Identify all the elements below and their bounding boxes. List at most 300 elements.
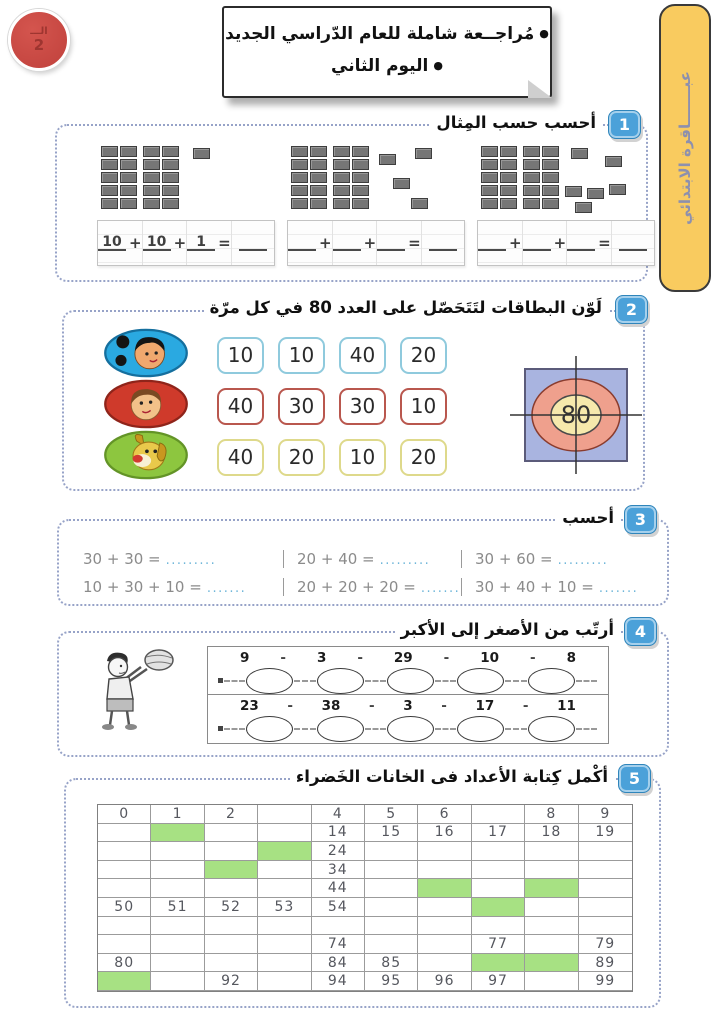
grid-cell-r6c2 (205, 917, 258, 936)
given-number: 3 (403, 698, 413, 714)
given-number: 9 (240, 650, 250, 666)
grid-cell-r2c8 (525, 842, 578, 861)
unit-square (291, 159, 308, 170)
dashed-link (294, 680, 315, 682)
ones-area (565, 146, 637, 210)
header-subtitle: اليوم الثاني (331, 56, 429, 76)
answer-chain (208, 666, 608, 695)
separator: - (280, 650, 286, 666)
answer-dots[interactable]: ......... (557, 553, 609, 568)
grid-cell-r3c5 (365, 861, 418, 880)
grid-cell-r5c5 (365, 898, 418, 917)
dashed-link (576, 680, 597, 682)
unit-square (120, 146, 137, 157)
hundred-chart (97, 804, 633, 992)
unit-square (120, 159, 137, 170)
side-tab-label: عبـــــــاقرة الابتدائي (676, 71, 694, 225)
unit-square (101, 146, 118, 157)
grid-cell-r4c8[interactable] (525, 879, 578, 898)
section-4-badge: 4 (624, 617, 657, 646)
grid-cell-r4c7 (472, 879, 525, 898)
card-set (217, 388, 447, 425)
answer-line[interactable] (377, 235, 405, 251)
number-card[interactable]: 20 (278, 439, 325, 476)
unit-square (571, 148, 588, 159)
operator: + (319, 234, 332, 252)
grid-cell-r0c1: 1 (151, 805, 204, 824)
unit-square (143, 185, 160, 196)
section-1-box (55, 124, 648, 282)
section-3-badge: 3 (624, 505, 657, 534)
answer-line[interactable] (619, 235, 647, 251)
given-number: 8 (566, 650, 576, 666)
unit-square (481, 146, 498, 157)
unit-square (481, 159, 498, 170)
unit-square (500, 159, 517, 170)
section-3-title: أحسب (556, 508, 620, 527)
section-4-box (57, 631, 669, 757)
number-card[interactable]: 10 (217, 337, 264, 374)
unit-square (542, 146, 559, 157)
grid-cell-r1c2 (205, 824, 258, 843)
given-number: 3 (316, 650, 327, 666)
chain-start-icon (218, 678, 223, 683)
answer-oval[interactable] (387, 668, 434, 694)
dashed-link (435, 728, 456, 730)
equation-text: 10 + 30 + 10 = (83, 578, 202, 596)
grid-cell-r6c9 (579, 917, 632, 936)
grid-cell-r6c1 (151, 917, 204, 936)
unit-square (310, 185, 327, 196)
grid-cell-r7c4: 74 (312, 935, 365, 954)
grid-cell-r7c8 (525, 935, 578, 954)
answer-oval[interactable] (457, 716, 504, 742)
answer-oval[interactable] (387, 716, 434, 742)
grid-cell-r0c4: 4 (312, 805, 365, 824)
ten-block (143, 146, 179, 212)
unit-square (333, 159, 350, 170)
grid-cell-r8c8[interactable] (525, 954, 578, 973)
grid-cell-r2c4: 24 (312, 842, 365, 861)
grid-cell-r2c7 (472, 842, 525, 861)
target-value: 80 (560, 401, 592, 429)
number-card[interactable]: 30 (278, 388, 325, 425)
equation-slot[interactable] (522, 221, 567, 265)
grid-cell-r8c1 (151, 954, 204, 973)
section-3-box (57, 519, 669, 606)
number-card[interactable]: 10 (278, 337, 325, 374)
section-4-title: أرتّب من الأصغر إلى الأكبر (395, 620, 620, 639)
grid-cell-r4c2 (205, 879, 258, 898)
given-number: 11 (557, 698, 576, 714)
side-tab (659, 4, 711, 292)
unit-square (143, 159, 160, 170)
blocks-area (477, 146, 655, 212)
unit-square (162, 198, 179, 209)
unit-square (523, 185, 540, 196)
grid-cell-r5c3: 53 (258, 898, 311, 917)
unit-square (415, 148, 432, 159)
unit-square (565, 186, 582, 197)
grid-cell-r8c4: 84 (312, 954, 365, 973)
grid-cell-r0c9: 9 (579, 805, 632, 824)
equation-slot[interactable] (332, 221, 377, 265)
grid-cell-r1c7: 17 (472, 824, 525, 843)
dashed-link (576, 728, 597, 730)
header-line-2 (224, 53, 550, 79)
answer-line[interactable] (333, 235, 361, 251)
answer-oval[interactable] (246, 716, 293, 742)
grid-cell-r8c7[interactable] (472, 954, 525, 973)
number-card[interactable]: 20 (400, 439, 447, 476)
ten-block (481, 146, 517, 212)
grid-cell-r7c9: 79 (579, 935, 632, 954)
equation-text: 30 + 30 = (83, 550, 161, 568)
grid-cell-r9c3 (258, 972, 311, 991)
answer-chain (208, 714, 608, 743)
grid-cell-r5c1: 51 (151, 898, 204, 917)
given-number: 23 (240, 698, 259, 714)
unit-square (609, 184, 626, 195)
grid-cell-r3c2[interactable] (205, 861, 258, 880)
unit-square (500, 198, 517, 209)
grid-cell-r4c9 (579, 879, 632, 898)
unit-square (352, 146, 369, 157)
unit-square (500, 185, 517, 196)
target-80-graphic (510, 356, 642, 478)
header-title: مُراجــعة شاملة للعام الدّراسي الجديد (225, 24, 535, 44)
equations (83, 545, 663, 601)
grid-cell-r8c0: 80 (98, 954, 151, 973)
grid-cell-r1c9: 19 (579, 824, 632, 843)
unit-square (310, 159, 327, 170)
number-card[interactable]: 20 (400, 337, 447, 374)
equation-cell (461, 578, 661, 596)
answer-oval[interactable] (317, 668, 364, 694)
operator: = (218, 234, 231, 252)
answer-line[interactable] (239, 235, 267, 251)
section-5-badge: 5 (618, 764, 651, 793)
section-5-box (64, 778, 661, 1008)
grid-cell-r4c0 (98, 879, 151, 898)
equation-slot[interactable] (376, 221, 421, 265)
card-set (217, 337, 447, 374)
grid-cell-r2c6 (418, 842, 471, 861)
unit-square (310, 172, 327, 183)
separator: - (530, 650, 536, 666)
equation-text: 30 + 40 + 10 = (475, 578, 594, 596)
operator: + (509, 234, 522, 252)
child-illustration (67, 647, 192, 735)
equation-strip (97, 220, 275, 266)
unit-square (542, 198, 559, 209)
unit-square (523, 172, 540, 183)
operator: + (173, 234, 187, 252)
grid-cell-r6c3 (258, 917, 311, 936)
grid-cell-r2c3[interactable] (258, 842, 311, 861)
girl-avatar (102, 328, 190, 382)
given-number: 17 (475, 698, 495, 714)
grid-cell-r3c7 (472, 861, 525, 880)
unit-square (101, 159, 118, 170)
grid-cell-r1c8: 18 (525, 824, 578, 843)
grid-cell-r3c6 (418, 861, 471, 880)
unit-square (101, 172, 118, 183)
operator: = (408, 234, 421, 252)
separator: - (369, 698, 375, 714)
grid-cell-r9c0[interactable] (98, 972, 151, 991)
card-set (217, 439, 447, 476)
equation-slot[interactable] (231, 221, 274, 265)
unit-square (291, 185, 308, 196)
answer-line[interactable] (567, 235, 595, 251)
operator: + (129, 234, 142, 252)
number-card[interactable]: 40 (217, 439, 264, 476)
unit-square (143, 146, 160, 157)
numbers-line (240, 698, 576, 714)
grid-cell-r1c4: 14 (312, 824, 365, 843)
answer-dots[interactable]: ......... (165, 553, 217, 568)
page-number-badge (8, 9, 70, 71)
bullet-icon: ● (433, 59, 443, 72)
answer-dots[interactable]: ....... (420, 581, 461, 596)
grid-cell-r0c0: 0 (98, 805, 151, 824)
grid-cell-r7c2 (205, 935, 258, 954)
header-line-1 (224, 21, 550, 47)
grid-cell-r5c0: 50 (98, 898, 151, 917)
unit-square (500, 146, 517, 157)
grid-cell-r3c8 (525, 861, 578, 880)
answer-oval[interactable] (528, 716, 575, 742)
unit-square (575, 202, 592, 213)
equation-strip (477, 220, 655, 266)
grid-cell-r4c6[interactable] (418, 879, 471, 898)
equation-slot[interactable] (288, 221, 332, 265)
equation-cell (83, 550, 283, 568)
answer-oval[interactable] (317, 716, 364, 742)
grid-cell-r7c0 (98, 935, 151, 954)
answer-line[interactable] (478, 235, 506, 251)
page-badge-number: 2 (33, 36, 45, 54)
answer-dots[interactable]: ....... (598, 581, 639, 596)
grid-cell-r3c3 (258, 861, 311, 880)
unit-square (481, 198, 498, 209)
ten-block (523, 146, 559, 212)
dashed-link (294, 728, 315, 730)
grid-cell-r5c9 (579, 898, 632, 917)
grid-cell-r7c5 (365, 935, 418, 954)
page-fold-icon (528, 80, 552, 98)
equation-row (83, 545, 663, 573)
dashed-link (505, 728, 526, 730)
unit-square (291, 146, 308, 157)
bullet-icon: ● (539, 27, 549, 40)
grid-cell-r4c3 (258, 879, 311, 898)
grid-cell-r3c1 (151, 861, 204, 880)
unit-square (120, 185, 137, 196)
separator: - (287, 698, 294, 714)
unit-square (393, 178, 410, 189)
unit-square (120, 172, 137, 183)
grid-cell-r9c9: 99 (579, 972, 632, 991)
unit-square (523, 198, 540, 209)
unit-square (587, 188, 604, 199)
number-card[interactable]: 10 (400, 388, 447, 425)
grid-cell-r3c4: 34 (312, 861, 365, 880)
unit-square (143, 172, 160, 183)
block-group (287, 146, 465, 266)
unit-square (333, 146, 350, 157)
unit-square (523, 159, 540, 170)
number-card[interactable]: 40 (217, 388, 264, 425)
unit-square (120, 198, 137, 209)
equation-cell (461, 550, 661, 568)
grid-cell-r1c1[interactable] (151, 824, 204, 843)
unit-square (481, 172, 498, 183)
separator: - (441, 698, 447, 714)
given-number: 29 (393, 650, 413, 666)
separator: - (357, 650, 363, 666)
section-2-title: لَوّن البطاقات لتَتَحَصّل على العدد 80 في كل مرّة (204, 298, 608, 317)
grid-cell-r5c4: 54 (312, 898, 365, 917)
answer-line: 1 (187, 235, 215, 251)
ordering-row (208, 695, 608, 743)
grid-cell-r2c5 (365, 842, 418, 861)
section-1-title: أحسب حسب المِثال (430, 113, 602, 132)
ten-block (333, 146, 369, 212)
unit-square (542, 185, 559, 196)
unit-square (500, 172, 517, 183)
answer-line: 10 (98, 235, 126, 251)
equation-slot[interactable] (566, 221, 611, 265)
equation-strip (287, 220, 465, 266)
unit-square (310, 198, 327, 209)
equation-row (83, 573, 663, 601)
unit-square (333, 185, 350, 196)
equation-cell (283, 550, 461, 568)
number-card[interactable]: 10 (339, 439, 386, 476)
grid-cell-r1c5: 15 (365, 824, 418, 843)
equation-cell (83, 578, 283, 596)
operator: = (598, 234, 611, 252)
grid-cell-r3c0 (98, 861, 151, 880)
grid-cell-r5c8 (525, 898, 578, 917)
equation-slot (142, 221, 187, 265)
answer-line[interactable] (288, 235, 316, 251)
grid-cell-r5c2: 52 (205, 898, 258, 917)
section-2-box (62, 310, 645, 491)
grid-cell-r8c3 (258, 954, 311, 973)
blocks-area (97, 146, 275, 212)
unit-square (143, 198, 160, 209)
unit-square (333, 198, 350, 209)
grid-cell-r0c3 (258, 805, 311, 824)
grid-cell-r9c6: 96 (418, 972, 471, 991)
grid-cell-r2c0 (98, 842, 151, 861)
grid-cell-r1c6: 16 (418, 824, 471, 843)
grid-cell-r0c7 (472, 805, 525, 824)
header-note (222, 6, 552, 98)
equation-text: 30 + 60 = (475, 550, 553, 568)
answer-oval[interactable] (528, 668, 575, 694)
unit-square (379, 154, 396, 165)
boy-avatar (102, 379, 190, 433)
separator: - (522, 698, 529, 714)
ones-area (185, 146, 257, 210)
answer-line: 10 (143, 235, 171, 251)
grid-cell-r5c6 (418, 898, 471, 917)
grid-cell-r2c1 (151, 842, 204, 861)
grid-cell-r6c8 (525, 917, 578, 936)
grid-cell-r2c9 (579, 842, 632, 861)
grid-cell-r6c5 (365, 917, 418, 936)
section-5-title: أكْمل كِتابة الأعداد فى الخانات الخَضراء (290, 767, 614, 786)
equation-slot[interactable] (478, 221, 522, 265)
unit-square (523, 146, 540, 157)
grid-cell-r8c2 (205, 954, 258, 973)
operator: + (553, 234, 567, 252)
ones-area (375, 146, 447, 210)
grid-cell-r5c7[interactable] (472, 898, 525, 917)
chain-start-icon (218, 726, 223, 731)
equation-text: 20 + 20 + 20 = (297, 578, 416, 596)
answer-oval[interactable] (246, 668, 293, 694)
grid-cell-r4c5 (365, 879, 418, 898)
unit-square (162, 146, 179, 157)
grid-cell-r0c5: 5 (365, 805, 418, 824)
grid-cell-r8c9: 89 (579, 954, 632, 973)
section-2-badge: 2 (615, 295, 648, 324)
operator: + (363, 234, 377, 252)
block-group (97, 146, 275, 266)
grid-cell-r7c1 (151, 935, 204, 954)
answer-dots[interactable]: ......... (379, 553, 431, 568)
equation-slot[interactable] (421, 221, 464, 265)
grid-cell-r4c1 (151, 879, 204, 898)
grid-cell-r9c5: 95 (365, 972, 418, 991)
answer-line[interactable] (523, 235, 551, 251)
dashed-link (224, 680, 245, 682)
dashed-link (365, 728, 386, 730)
unit-square (352, 172, 369, 183)
unit-square (193, 148, 210, 159)
answer-oval[interactable] (457, 668, 504, 694)
number-card[interactable]: 30 (339, 388, 386, 425)
unit-square (481, 185, 498, 196)
grid-cell-r9c2: 92 (205, 972, 258, 991)
answer-line[interactable] (429, 235, 457, 251)
answer-dots[interactable]: ....... (206, 581, 247, 596)
unit-square (162, 172, 179, 183)
unit-square (101, 185, 118, 196)
unit-square (352, 185, 369, 196)
block-group (477, 146, 655, 266)
ten-block (101, 146, 137, 212)
grid-cell-r6c6 (418, 917, 471, 936)
grid-cell-r7c7: 77 (472, 935, 525, 954)
page-badge-text: الـــ (30, 26, 48, 37)
grid-cell-r6c7 (472, 917, 525, 936)
equation-slot[interactable] (611, 221, 654, 265)
ordering-row (208, 647, 608, 695)
numbers-line (240, 650, 576, 666)
number-card[interactable]: 40 (339, 337, 386, 374)
given-number: 38 (321, 698, 341, 714)
equation-slot (186, 221, 231, 265)
grid-cell-r0c2: 2 (205, 805, 258, 824)
ordering-box (207, 646, 609, 744)
grid-cell-r9c8 (525, 972, 578, 991)
